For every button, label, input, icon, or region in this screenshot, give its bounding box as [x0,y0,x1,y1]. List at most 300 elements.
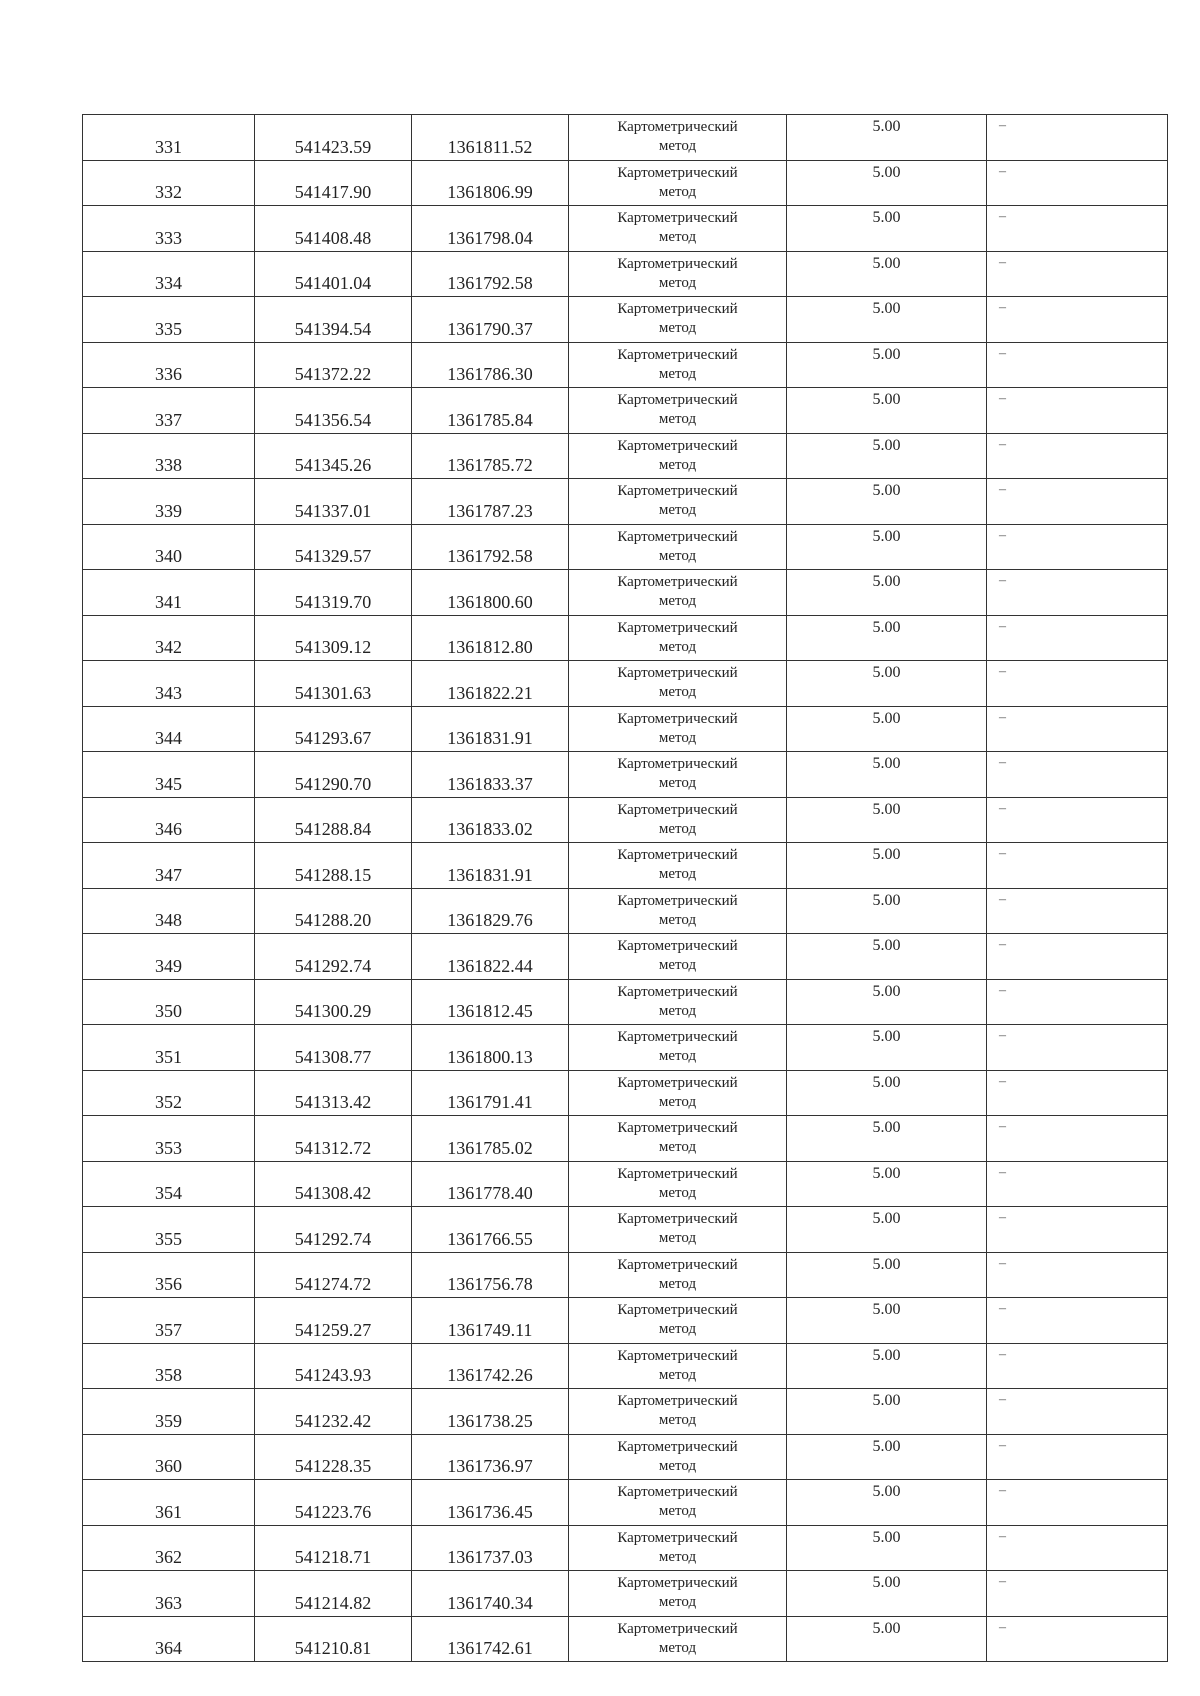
coordinates-table [82,114,1168,1662]
point-number-cell: 362 [83,1525,255,1571]
point-number-cell: 350 [83,979,255,1025]
method-cell [569,297,787,343]
x-coordinate-cell: 541288.15 [255,843,412,889]
point-number-cell: 339 [83,479,255,525]
description-cell: – [987,206,1168,252]
point-number-cell: 333 [83,206,255,252]
point-number-cell: 348 [83,888,255,934]
y-coordinate-cell: 1361736.97 [412,1434,569,1480]
x-coordinate-cell: 541218.71 [255,1525,412,1571]
point-number-cell: 354 [83,1161,255,1207]
y-coordinate-cell: 1361800.13 [412,1025,569,1071]
table-row [83,1161,1168,1207]
method-label-line1: Картометрический [617,483,738,500]
x-coordinate-cell: 541300.29 [255,979,412,1025]
description-cell: – [987,1025,1168,1071]
method-cell [569,1207,787,1253]
point-number-cell: 334 [83,251,255,297]
accuracy-cell: 5.00 [787,1525,987,1571]
point-number-cell: 336 [83,342,255,388]
point-number-cell: 347 [83,843,255,889]
table-row [83,1207,1168,1253]
accuracy-cell: 5.00 [787,342,987,388]
accuracy-cell: 5.00 [787,1389,987,1435]
description-cell: – [987,888,1168,934]
description-cell: – [987,1525,1168,1571]
accuracy-cell: 5.00 [787,706,987,752]
description-cell: – [987,433,1168,479]
table-row [83,888,1168,934]
x-coordinate-cell: 541309.12 [255,615,412,661]
method-label-line2: метод [658,911,697,928]
method-label-line2: метод [658,1184,697,1201]
y-coordinate-cell: 1361812.45 [412,979,569,1025]
table-row [83,1298,1168,1344]
accuracy-cell: 5.00 [787,888,987,934]
y-coordinate-cell: 1361786.30 [412,342,569,388]
method-label-line1: Картометрический [617,756,738,773]
method-label-line2: метод [658,820,697,837]
x-coordinate-cell: 541394.54 [255,297,412,343]
method-label-line1: Картометрический [617,710,738,727]
x-coordinate-cell: 541293.67 [255,706,412,752]
y-coordinate-cell: 1361833.02 [412,797,569,843]
point-number-cell: 360 [83,1434,255,1480]
method-cell [569,1161,787,1207]
accuracy-cell: 5.00 [787,1298,987,1344]
accuracy-cell: 5.00 [787,615,987,661]
point-number-cell: 359 [83,1389,255,1435]
table-row [83,115,1168,161]
y-coordinate-cell: 1361792.58 [412,524,569,570]
method-label-line1: Картометрический [617,1620,738,1637]
description-cell: – [987,1207,1168,1253]
description-cell: – [987,1343,1168,1389]
accuracy-cell: 5.00 [787,433,987,479]
y-coordinate-cell: 1361766.55 [412,1207,569,1253]
method-label-line2: метод [658,138,697,155]
point-number-cell: 353 [83,1116,255,1162]
accuracy-cell: 5.00 [787,388,987,434]
point-number-cell: 356 [83,1252,255,1298]
point-number-cell: 352 [83,1070,255,1116]
method-label-line2: метод [658,183,697,200]
y-coordinate-cell: 1361822.21 [412,661,569,707]
method-label-line2: метод [658,1503,697,1520]
method-label-line2: метод [658,1093,697,1110]
method-cell [569,1343,787,1389]
table-row [83,752,1168,798]
method-cell [569,1252,787,1298]
x-coordinate-cell: 541329.57 [255,524,412,570]
method-cell [569,524,787,570]
method-label-line2: метод [658,638,697,655]
accuracy-cell: 5.00 [787,752,987,798]
point-number-cell: 364 [83,1616,255,1662]
point-number-cell: 332 [83,160,255,206]
y-coordinate-cell: 1361785.02 [412,1116,569,1162]
accuracy-cell: 5.00 [787,1070,987,1116]
method-label-line2: метод [658,1366,697,1383]
y-coordinate-cell: 1361736.45 [412,1480,569,1526]
method-cell [569,934,787,980]
method-label-line1: Картометрический [617,437,738,454]
description-cell: – [987,979,1168,1025]
method-cell [569,479,787,525]
description-cell: – [987,1616,1168,1662]
x-coordinate-cell: 541337.01 [255,479,412,525]
accuracy-cell: 5.00 [787,843,987,889]
y-coordinate-cell: 1361833.37 [412,752,569,798]
accuracy-cell: 5.00 [787,934,987,980]
method-label-line1: Картометрический [617,938,738,955]
method-label-line1: Картометрический [617,528,738,545]
method-label-line1: Картометрический [617,1165,738,1182]
method-label-line1: Картометрический [617,1211,738,1228]
method-label-line2: метод [658,1548,697,1565]
table-row [83,160,1168,206]
point-number-cell: 338 [83,433,255,479]
point-number-cell: 363 [83,1571,255,1617]
x-coordinate-cell: 541288.84 [255,797,412,843]
x-coordinate-cell: 541288.20 [255,888,412,934]
accuracy-cell: 5.00 [787,115,987,161]
method-cell [569,1434,787,1480]
method-cell [569,433,787,479]
description-cell: – [987,1070,1168,1116]
method-label-line2: метод [658,411,697,428]
method-label-line2: метод [658,1321,697,1338]
description-cell: – [987,570,1168,616]
method-cell [569,115,787,161]
method-label-line1: Картометрический [617,119,738,136]
y-coordinate-cell: 1361822.44 [412,934,569,980]
method-label-line2: метод [658,547,697,564]
method-label-line2: метод [658,729,697,746]
method-cell [569,1116,787,1162]
accuracy-cell: 5.00 [787,1025,987,1071]
method-label-line1: Картометрический [617,210,738,227]
point-number-cell: 341 [83,570,255,616]
method-label-line2: метод [658,1639,697,1656]
table-row [83,1480,1168,1526]
method-label-line1: Картометрический [617,892,738,909]
table-row [83,479,1168,525]
x-coordinate-cell: 541423.59 [255,115,412,161]
table-row [83,1389,1168,1435]
table-row [83,524,1168,570]
table-row [83,706,1168,752]
method-cell [569,1389,787,1435]
method-label-line1: Картометрический [617,1575,738,1592]
method-label-line2: метод [658,957,697,974]
accuracy-cell: 5.00 [787,251,987,297]
method-cell [569,342,787,388]
method-label-line1: Картометрический [617,346,738,363]
table-row [83,206,1168,252]
x-coordinate-cell: 541292.74 [255,1207,412,1253]
description-cell: – [987,843,1168,889]
method-label-line2: метод [658,365,697,382]
method-cell [569,661,787,707]
description-cell: – [987,342,1168,388]
x-coordinate-cell: 541232.42 [255,1389,412,1435]
description-cell: – [987,934,1168,980]
method-label-line2: метод [658,1457,697,1474]
table-row [83,797,1168,843]
table-row [83,342,1168,388]
method-label-line1: Картометрический [617,1029,738,1046]
method-label-line1: Картометрический [617,574,738,591]
method-cell [569,1025,787,1071]
method-cell [569,206,787,252]
method-label-line2: метод [658,1412,697,1429]
point-number-cell: 340 [83,524,255,570]
description-cell: – [987,297,1168,343]
x-coordinate-cell: 541312.72 [255,1116,412,1162]
method-label-line2: метод [658,456,697,473]
y-coordinate-cell: 1361742.61 [412,1616,569,1662]
accuracy-cell: 5.00 [787,206,987,252]
x-coordinate-cell: 541290.70 [255,752,412,798]
description-cell: – [987,706,1168,752]
x-coordinate-cell: 541356.54 [255,388,412,434]
method-label-line2: метод [658,1594,697,1611]
accuracy-cell: 5.00 [787,1616,987,1662]
point-number-cell: 355 [83,1207,255,1253]
method-label-line2: метод [658,229,697,246]
method-label-line2: метод [658,1048,697,1065]
accuracy-cell: 5.00 [787,1116,987,1162]
method-label-line2: метод [658,502,697,519]
x-coordinate-cell: 541345.26 [255,433,412,479]
table-row [83,1343,1168,1389]
table-row [83,433,1168,479]
method-cell [569,615,787,661]
method-label-line1: Картометрический [617,847,738,864]
y-coordinate-cell: 1361806.99 [412,160,569,206]
x-coordinate-cell: 541313.42 [255,1070,412,1116]
table-row [83,1116,1168,1162]
method-label-line1: Картометрический [617,392,738,409]
y-coordinate-cell: 1361811.52 [412,115,569,161]
method-label-line1: Картометрический [617,983,738,1000]
method-label-line2: метод [658,1230,697,1247]
y-coordinate-cell: 1361800.60 [412,570,569,616]
accuracy-cell: 5.00 [787,979,987,1025]
method-label-line1: Картометрический [617,1120,738,1137]
description-cell: – [987,1571,1168,1617]
accuracy-cell: 5.00 [787,1161,987,1207]
method-cell [569,1298,787,1344]
accuracy-cell: 5.00 [787,297,987,343]
accuracy-cell: 5.00 [787,160,987,206]
method-cell [569,752,787,798]
method-cell [569,1616,787,1662]
table-body [83,115,1168,1662]
description-cell: – [987,1252,1168,1298]
y-coordinate-cell: 1361798.04 [412,206,569,252]
description-cell: – [987,160,1168,206]
table-row [83,570,1168,616]
y-coordinate-cell: 1361831.91 [412,706,569,752]
table-row [83,297,1168,343]
method-label-line1: Картометрический [617,1302,738,1319]
method-label-line1: Картометрический [617,619,738,636]
x-coordinate-cell: 541408.48 [255,206,412,252]
x-coordinate-cell: 541214.82 [255,1571,412,1617]
method-cell [569,1571,787,1617]
method-cell [569,160,787,206]
method-cell [569,1480,787,1526]
method-label-line2: метод [658,684,697,701]
x-coordinate-cell: 541243.93 [255,1343,412,1389]
table-row [83,934,1168,980]
accuracy-cell: 5.00 [787,1480,987,1526]
point-number-cell: 331 [83,115,255,161]
description-cell: – [987,115,1168,161]
point-number-cell: 344 [83,706,255,752]
point-number-cell: 351 [83,1025,255,1071]
accuracy-cell: 5.00 [787,1252,987,1298]
y-coordinate-cell: 1361749.11 [412,1298,569,1344]
method-label-line2: метод [658,320,697,337]
x-coordinate-cell: 541401.04 [255,251,412,297]
method-cell [569,1070,787,1116]
y-coordinate-cell: 1361790.37 [412,297,569,343]
table-row [83,1434,1168,1480]
accuracy-cell: 5.00 [787,797,987,843]
accuracy-cell: 5.00 [787,1571,987,1617]
method-cell [569,979,787,1025]
point-number-cell: 337 [83,388,255,434]
description-cell: – [987,661,1168,707]
x-coordinate-cell: 541223.76 [255,1480,412,1526]
table-row [83,388,1168,434]
point-number-cell: 346 [83,797,255,843]
table-row [83,979,1168,1025]
method-label-line2: метод [658,1139,697,1156]
point-number-cell: 361 [83,1480,255,1526]
y-coordinate-cell: 1361737.03 [412,1525,569,1571]
description-cell: – [987,752,1168,798]
y-coordinate-cell: 1361785.84 [412,388,569,434]
method-label-line2: метод [658,775,697,792]
table-row [83,1070,1168,1116]
method-label-line1: Картометрический [617,164,738,181]
method-label-line1: Картометрический [617,1529,738,1546]
y-coordinate-cell: 1361787.23 [412,479,569,525]
x-coordinate-cell: 541372.22 [255,342,412,388]
accuracy-cell: 5.00 [787,479,987,525]
method-label-line2: метод [658,593,697,610]
y-coordinate-cell: 1361742.26 [412,1343,569,1389]
method-label-line1: Картометрический [617,1484,738,1501]
method-label-line1: Картометрический [617,1256,738,1273]
table-row [83,1025,1168,1071]
x-coordinate-cell: 541228.35 [255,1434,412,1480]
accuracy-cell: 5.00 [787,661,987,707]
accuracy-cell: 5.00 [787,1207,987,1253]
description-cell: – [987,615,1168,661]
point-number-cell: 349 [83,934,255,980]
accuracy-cell: 5.00 [787,1434,987,1480]
y-coordinate-cell: 1361792.58 [412,251,569,297]
method-label-line2: метод [658,1002,697,1019]
accuracy-cell: 5.00 [787,570,987,616]
y-coordinate-cell: 1361831.91 [412,843,569,889]
description-cell: – [987,1298,1168,1344]
x-coordinate-cell: 541292.74 [255,934,412,980]
x-coordinate-cell: 541301.63 [255,661,412,707]
x-coordinate-cell: 541210.81 [255,1616,412,1662]
x-coordinate-cell: 541308.77 [255,1025,412,1071]
method-label-line2: метод [658,274,697,291]
method-label-line1: Картометрический [617,665,738,682]
description-cell: – [987,1161,1168,1207]
method-cell [569,251,787,297]
x-coordinate-cell: 541274.72 [255,1252,412,1298]
table-row [83,1525,1168,1571]
description-cell: – [987,1434,1168,1480]
point-number-cell: 357 [83,1298,255,1344]
y-coordinate-cell: 1361829.76 [412,888,569,934]
x-coordinate-cell: 541319.70 [255,570,412,616]
description-cell: – [987,524,1168,570]
y-coordinate-cell: 1361778.40 [412,1161,569,1207]
method-cell [569,1525,787,1571]
description-cell: – [987,479,1168,525]
y-coordinate-cell: 1361756.78 [412,1252,569,1298]
table-row [83,615,1168,661]
method-label-line1: Картометрический [617,301,738,318]
table-row [83,1571,1168,1617]
table-row [83,251,1168,297]
table-row [83,843,1168,889]
table-row [83,1252,1168,1298]
description-cell: – [987,388,1168,434]
table-row [83,661,1168,707]
y-coordinate-cell: 1361740.34 [412,1571,569,1617]
y-coordinate-cell: 1361791.41 [412,1070,569,1116]
method-label-line1: Картометрический [617,1347,738,1364]
y-coordinate-cell: 1361785.72 [412,433,569,479]
point-number-cell: 343 [83,661,255,707]
description-cell: – [987,797,1168,843]
x-coordinate-cell: 541308.42 [255,1161,412,1207]
y-coordinate-cell: 1361738.25 [412,1389,569,1435]
method-label-line2: метод [658,1275,697,1292]
description-cell: – [987,251,1168,297]
method-cell [569,706,787,752]
method-label-line1: Картометрический [617,1438,738,1455]
point-number-cell: 335 [83,297,255,343]
method-label-line1: Картометрический [617,255,738,272]
point-number-cell: 342 [83,615,255,661]
accuracy-cell: 5.00 [787,1343,987,1389]
description-cell: – [987,1480,1168,1526]
point-number-cell: 345 [83,752,255,798]
accuracy-cell: 5.00 [787,524,987,570]
method-cell [569,797,787,843]
description-cell: – [987,1389,1168,1435]
x-coordinate-cell: 541417.90 [255,160,412,206]
point-number-cell: 358 [83,1343,255,1389]
method-label-line1: Картометрический [617,1074,738,1091]
method-cell [569,388,787,434]
table-row [83,1616,1168,1662]
y-coordinate-cell: 1361812.80 [412,615,569,661]
